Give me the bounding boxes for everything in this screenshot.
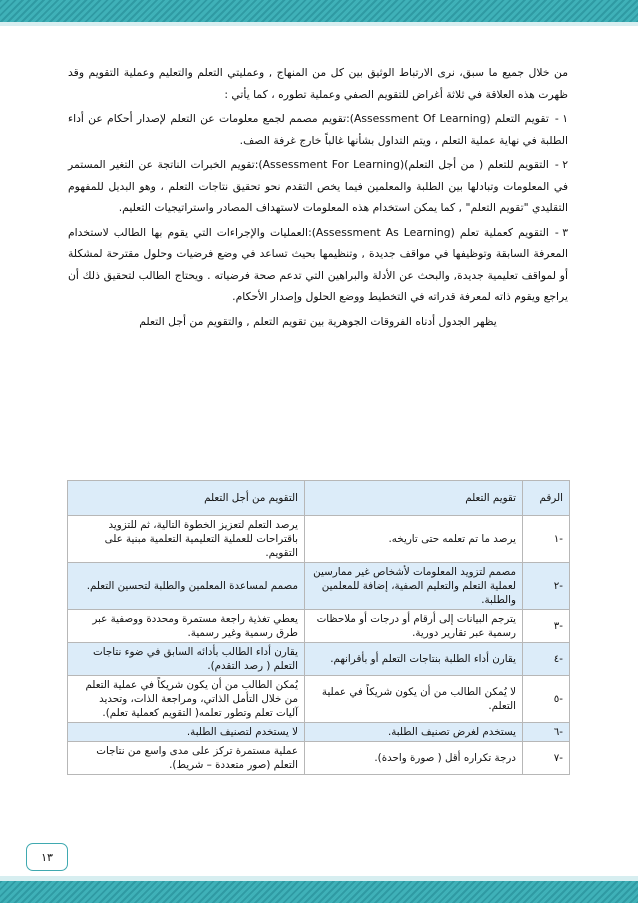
list-item xyxy=(68,154,568,219)
header-assessment-for: التقويم من أجل التعلم xyxy=(68,481,305,516)
cell-assessment-for: يُمكن الطالب من أن يكون شريكاً في عملية التعلم من خلال التأمل الذاتي، ومراجعة الذات، وتحديد آليات تعلم وتطور تعلمه( التقويم كعملية تعلم). xyxy=(68,676,305,723)
cell-assessment-of: مصمم لتزويد المعلومات لأشخاص غير ممارسين لعملية التعلم والتعليم الصفية، إضافة للمعلمين والطلبة. xyxy=(305,563,523,610)
list-item xyxy=(68,222,568,308)
table-row xyxy=(68,516,570,563)
cell-assessment-of: يقارن أداء الطلبة بنتاجات التعلم أو بأقرانهم. xyxy=(305,643,523,676)
table-header-row xyxy=(68,481,570,516)
list-item xyxy=(68,108,568,151)
item-number: ٢ - xyxy=(554,158,568,171)
item-number: ١ - xyxy=(554,112,568,125)
cell-assessment-for: يقارن أداء الطالب بأدائه السابق في ضوء نتاجات التعلم ( رصد التقدم). xyxy=(68,643,305,676)
intro-paragraph xyxy=(68,62,568,105)
row-number: -٦ xyxy=(523,723,570,742)
page-number-box xyxy=(26,843,68,871)
item-body: العمليات والإجراءات التي يقوم بها الطالب لاستخدام المعرفة السابقة وتوظيفها في مواقف جديدة , وتنظيمها بحيث تساعد في وضع فرضيات وحلول مقترحة لمشكلة أو لمواقف تعليمية جديدة, والبحث عن الأدلة والبراهين التي تدعم صحة فرضياته . ويحتاج الطالب لتحقيق ذلك أن يراجع ويقوم ذاته لمعرفة قدراته في التخطيط ووضع الحلول وإصدار الأحكام. xyxy=(68,225,568,303)
item-number: ٣ - xyxy=(554,225,569,239)
cell-assessment-of: لا يُمكن الطالب من أن يكون شريكاً في عملية التعلم. xyxy=(305,676,523,723)
header-number: الرقم xyxy=(523,481,570,516)
table-intro: يظهر الجدول أدناه الفروقات الجوهرية بين تقويم التعلم , والتقويم من أجل التعلم xyxy=(139,314,497,328)
page-number: ١٣ xyxy=(41,850,53,864)
item-lead: التقويم للتعلم ( من أجل التعلم)(Assessment For Learning): xyxy=(254,158,549,171)
row-number: -٥ xyxy=(523,676,570,723)
row-number: -٣ xyxy=(523,610,570,643)
intro-line-1: من خلال جميع ما سبق، نرى الارتباط الوثيق بين كل من المنهاج , وعمليتي التعلم والتعليم وعملية xyxy=(123,66,568,79)
row-number: -٤ xyxy=(523,643,570,676)
cell-assessment-for: مصمم لمساعدة المعلمين والطلبة لتحسين التعلم. xyxy=(68,563,305,610)
row-number: -٧ xyxy=(523,742,570,775)
bottom-decorative-band xyxy=(0,881,638,903)
row-number: -١ xyxy=(523,516,570,563)
item-lead: تقويم التعلم (Assessment Of Learning): xyxy=(346,112,549,125)
document-body xyxy=(68,62,568,335)
header-assessment-of: تقويم التعلم xyxy=(305,481,523,516)
item-body: تقويم مصمم لجمع معلومات عن التعلم لإصدار أحكام عن أداء الطلبة في نهاية عملية التعلم ، ويتم التداول بشأنها غالباً خارج غرفة الصف. xyxy=(68,112,568,147)
comparison-table xyxy=(67,480,570,775)
table-row xyxy=(68,723,570,742)
cell-assessment-of: درجة تكراره أقل ( صورة واحدة). xyxy=(305,742,523,775)
item-body: تقويم الخبرات الناتجة عن التغير المستمر في المعلومات وتبادلها بين الطلبة والمعلمين فيما يخص التقدم نحو تحقيق نتاجات التعلم ، وهو البديل للمفهوم التقليدي "تقويم التعلم" , كما يمكن استخدام هذه المعلومات لاستهداف المصادر واستراتيجيات التعليم. xyxy=(68,158,568,214)
table-row xyxy=(68,563,570,610)
cell-assessment-for: يرصد التعلم لتعزيز الخطوة التالية، ثم للتزويد باقتراحات للعملية التعليمية التعلمية مبنية على التقويم. xyxy=(68,516,305,563)
table-row xyxy=(68,643,570,676)
intro-line-2: التقويم وقد ظهرت هذه العلاقة في ثلاثة أغراض للتقويم الصفي وعملية تطوره ، كما يأتي : xyxy=(68,66,568,101)
cell-assessment-for: يعطي تغذية راجعة مستمرة ومحددة ووصفية عبر طرق رسمية وغير رسمية. xyxy=(68,610,305,643)
cell-assessment-for: لا يستخدم لتصنيف الطلبة. xyxy=(68,723,305,742)
table-row xyxy=(68,742,570,775)
top-decorative-band xyxy=(0,0,638,22)
table-row xyxy=(68,676,570,723)
cell-assessment-of: يترجم البيانات إلى أرقام أو درجات أو ملاحظات رسمية عبر تقارير دورية. xyxy=(305,610,523,643)
cell-assessment-of: يستخدم لغرض تصنيف الطلبة. xyxy=(305,723,523,742)
cell-assessment-for: عملية مستمرة تركز على مدى واسع من نتاجات التعلم (صور متعددة – شريط). xyxy=(68,742,305,775)
cell-assessment-of: يرصد ما تم تعلمه حتى تاريخه. xyxy=(305,516,523,563)
row-number: -٢ xyxy=(523,563,570,610)
item-lead: التقويم كعملية تعلم (Assessment As Learning): xyxy=(308,225,549,239)
table-row xyxy=(68,610,570,643)
